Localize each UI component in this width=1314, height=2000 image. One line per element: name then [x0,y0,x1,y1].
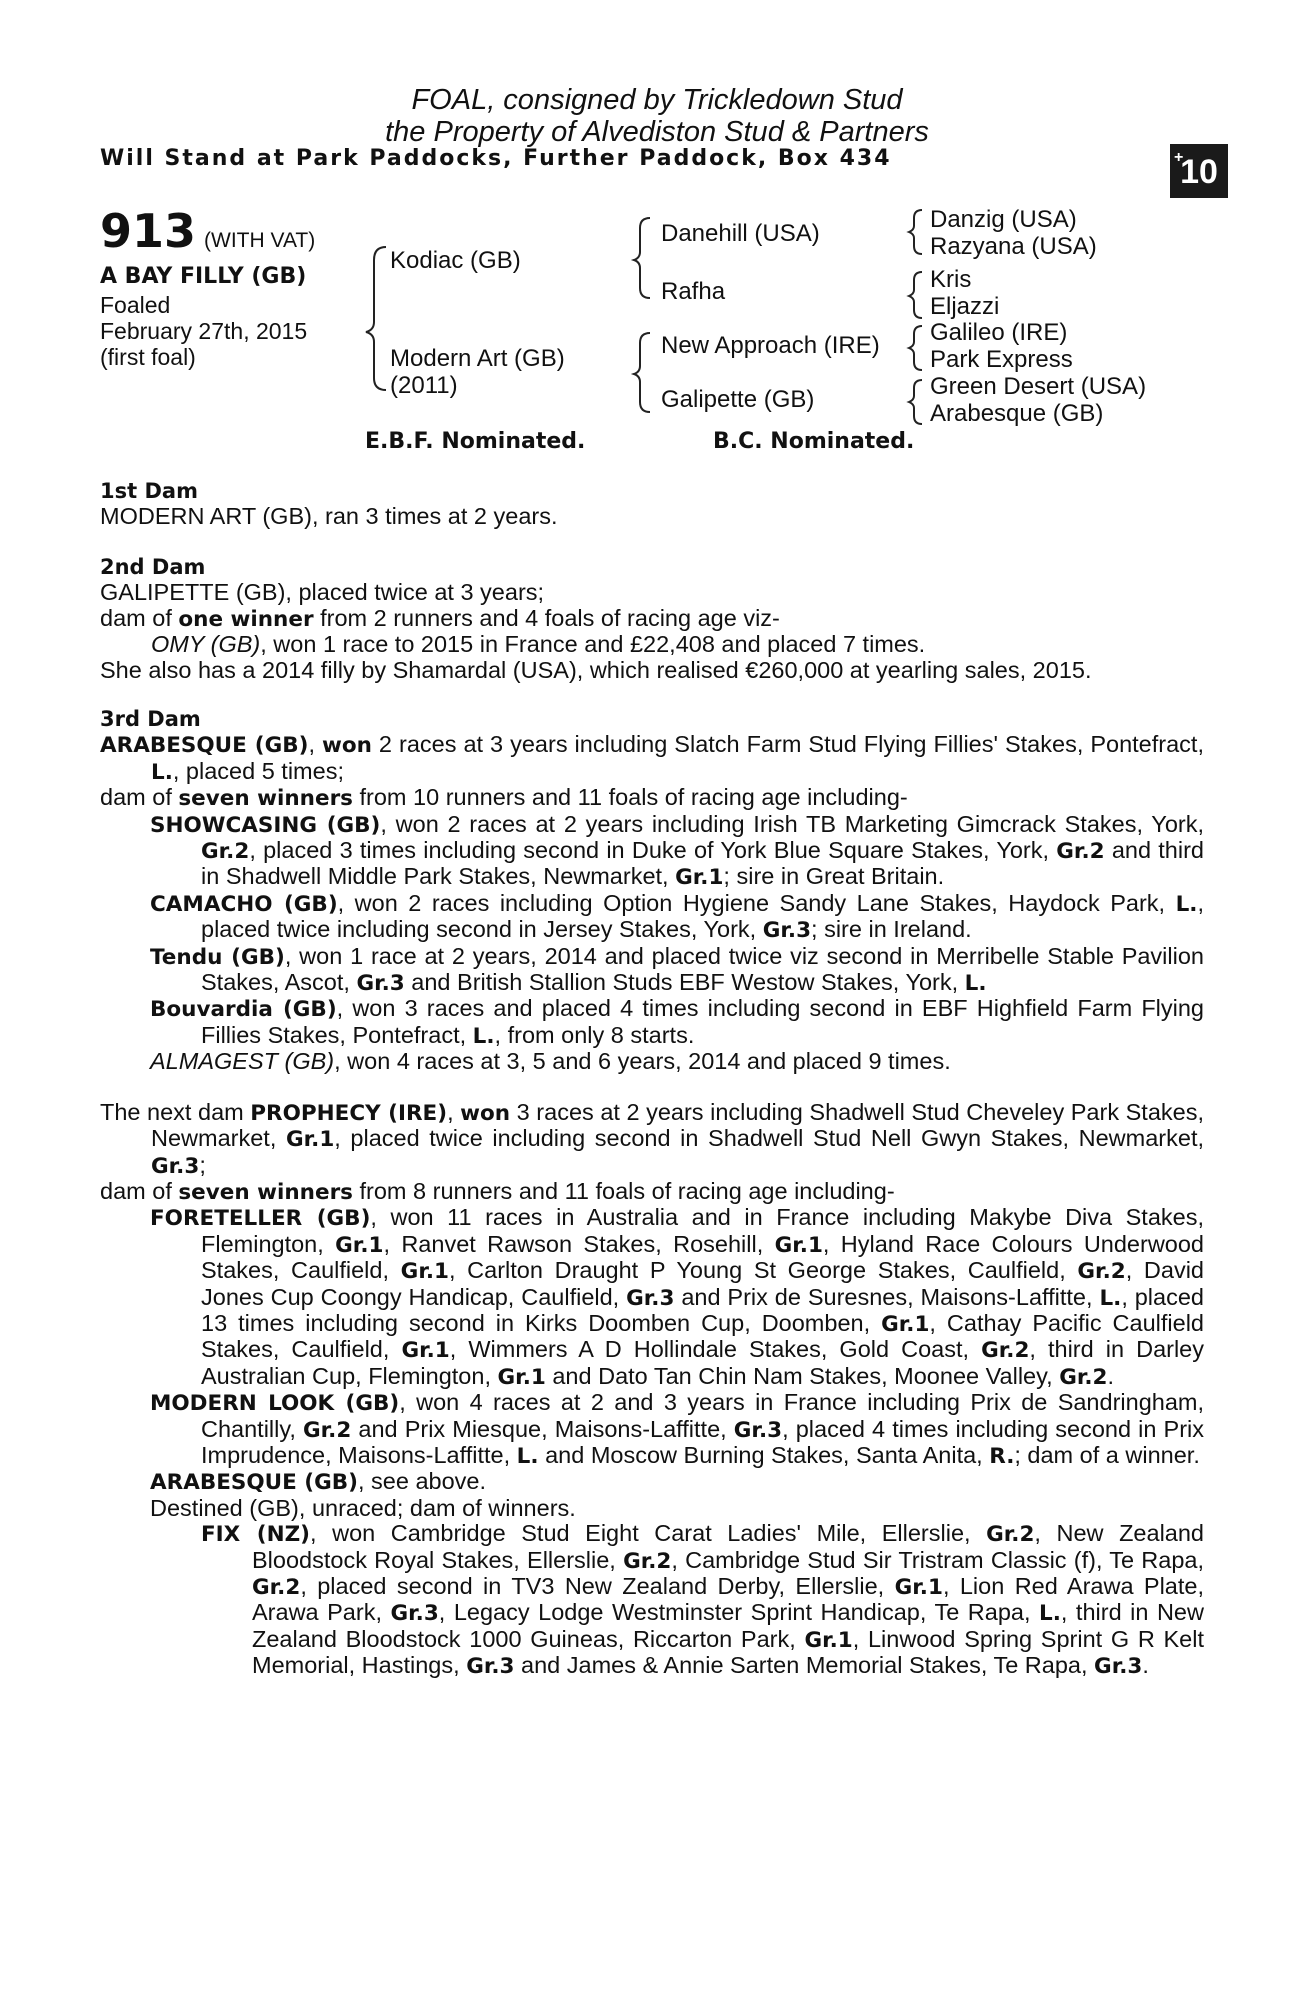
foaled-label: Foaled [100,292,171,318]
text-run: dam of [100,784,179,811]
third-dam-produce-summary [100,785,1204,811]
text-run: , won 4 races at 2 and 3 years in France including Prix de Sandringham, Chantilly, [201,1389,1205,1442]
race-grade: Gr.1 [804,1627,853,1653]
text-run: and Dato Tan Chin Nam Stakes, Moonee Valley, [545,1362,1060,1389]
race-grade: Gr.3 [626,1285,675,1311]
produce-name: OMY (GB) [151,631,261,658]
consignor-line: FOAL, consigned by Trickledown Stud [411,84,903,116]
foaled-date: February 27th, 2015 [100,318,308,344]
text-run: The next dam [100,1098,251,1125]
text-run: from 2 runners and 4 foals of racing age viz- [313,604,780,631]
winners-count: seven winners [178,1179,353,1205]
first-dam-heading: 1st Dam [100,479,198,503]
text-run: , placed 3 times including second in Duke of York Blue Square Stakes, York, [249,837,1057,864]
bc-nominated: B.C. Nominated. [713,429,915,454]
text-run: dam of [100,1177,179,1204]
race-grade: Gr.3 [466,1654,515,1680]
race-grade: Gr.1 [285,1127,335,1153]
race-grade: Gr.1 [401,1338,450,1364]
produce-showcasing [100,812,1204,891]
dam-year: (2011) [390,372,458,399]
race-grade: Gr.3 [356,971,405,997]
race-grade: Gr.2 [252,1575,301,1600]
text-run: and Prix Miesque, Maisons-Laffitte, [351,1415,734,1442]
text-run: , placed 5 times; [172,757,344,784]
text-run: , won Cambridge Stud Eight Carat Ladies' Mile, Ellerslie, [310,1520,987,1547]
grandsire-3: Kris [930,266,972,293]
text-run: , [447,1098,461,1125]
ebf-nominated: E.B.F. Nominated. [365,429,586,454]
race-grade: Gr.3 [151,1153,200,1179]
text-run: , won 2 races at 2 years including Irish TB Marketing Gimcrack Stakes, York, [380,810,1205,837]
produce-almagest [100,1049,1204,1074]
dam-dam: Galipette (GB) [661,386,815,413]
produce-name: Bouvardia (GB) [150,997,337,1023]
text-run: ; [199,1151,206,1178]
text-run: , won 2 races including Option Hygiene Sandy Lane Stakes, Haydock Park, [337,889,1176,916]
winners-count: seven winners [178,786,353,812]
race-grade: Gr.2 [201,839,250,865]
race-grade: Gr.3 [390,1601,439,1627]
text-run: , Wimmers A D Hollindale Stakes, Gold Coast, [449,1336,982,1363]
grandsire-7: Green Desert (USA) [930,373,1147,400]
produce-name: CAMACHO (GB) [150,891,338,917]
text-run: from 10 runners and 11 foals of racing age including- [352,784,908,811]
race-grade: Gr.2 [303,1417,352,1443]
race-grade: Gr.3 [1094,1654,1143,1680]
text-run: . [1142,1652,1149,1679]
race-grade: Gr.1 [894,1575,943,1600]
race-grade: Gr.1 [400,1259,449,1285]
produce-tendu [100,944,1204,997]
second-dam-line-2 [100,606,1204,632]
race-grade: Gr.1 [675,865,724,891]
text-run: 3 races at 2 years including Shadwell Stud Cheveley Park Stakes, Newmarket, [151,1098,1204,1152]
race-grade: Gr.1 [881,1311,930,1337]
horse-name: A BAY FILLY (GB) [100,264,307,289]
text-run: ; sire in Ireland. [811,916,972,943]
text-run: . [1107,1362,1115,1389]
text-run: , third in New Zealand Bloodstock 1000 Guineas, Riccarton Park, [252,1599,1204,1652]
text-run: , Hyland Race Colours Underwood Stakes, Caulfield, [201,1230,1205,1284]
text-run: dam of [100,604,179,631]
badge-plus: + [1174,149,1184,166]
race-grade: Gr.2 [981,1338,1030,1364]
second-dam-line-1: GALIPETTE (GB), placed twice at 3 years; [100,579,545,606]
dam-name: ARABESQUE (GB) [100,733,309,759]
sire-dam: Rafha [661,278,726,305]
text-run: , won 4 races at 3, 5 and 6 years, 2014 and placed 9 times. [334,1048,951,1075]
text-run: , placed 13 times including second in Kirks Doomben Cup, Doomben, [201,1283,1204,1336]
text-run: , Cathay Pacific Caulfield Stakes, Caulfield, [201,1309,1205,1363]
race-grade: Gr.2 [1059,1364,1108,1390]
race-grade: Gr.3 [733,1417,783,1443]
text-run: , third in Darley Australian Cup, Flemington, [201,1336,1204,1389]
text-run: , David Jones Cup Coongy Handicap, Caulfield, [201,1257,1204,1310]
produce-name: ALMAGEST (GB) [150,1048,335,1075]
race-grade: L. [151,759,173,785]
text-run: ; dam of a winner. [1014,1441,1200,1468]
text-run: , placed 4 times including second in Prix Imprudence, Maisons-Laffitte, [201,1415,1205,1468]
text-run: , Lion Red Arawa Plate, Arawa Park, [252,1573,1204,1626]
text-run: , placed second in TV3 New Zealand Derby, Ellerslie, [300,1573,895,1599]
race-grade: Gr.1 [335,1232,384,1258]
text-run: won [321,733,372,759]
granddam-2: Razyana (USA) [930,233,1097,260]
text-run: won [460,1100,511,1126]
race-grade: Gr.3 [762,918,812,944]
granddam-8: Arabesque (GB) [930,400,1104,427]
third-dam-section [100,707,1204,1680]
produce-foreteller [100,1205,1204,1390]
dam-name: PROPHECY (IRE) [250,1100,448,1126]
second-dam-line-4: She also has a 2014 filly by Shamardal (USA), which realised €260,000 at yearling sales, 2015. [100,656,1092,683]
produce-fix [100,1521,1204,1679]
produce-arabesque [100,1469,1204,1495]
race-grade: L. [516,1443,539,1469]
next-dam-produce-summary [100,1179,1204,1205]
race-grade: Gr.1 [774,1232,823,1258]
text-run: and James & Annie Sarten Memorial Stakes, Te Rapa, [514,1652,1095,1679]
produce-modern-look [100,1390,1204,1469]
text-run: , won 3 races and placed 4 times including second in EBF Highfield Farm Flying Fillies Stakes, Pontefract, [201,995,1204,1048]
produce-name: SHOWCASING (GB) [150,812,381,838]
third-dam-record [100,732,1204,785]
text-run: , Linwood Spring Sprint G R Kelt Memorial, Hastings, [252,1625,1204,1679]
text-run: 2 races at 3 years including Slatch Farm Stud Flying Fillies' Stakes, Pontefract, [371,731,1204,758]
text-run: and third in Shadwell Middle Park Stakes, Newmarket, [201,837,1204,890]
race-grade: Gr.1 [497,1364,546,1390]
second-dam-heading: 2nd Dam [100,555,206,579]
vat-note: (WITH VAT) [204,229,316,252]
produce-name: FIX (NZ) [201,1522,311,1548]
text-run: from 8 runners and 11 foals of racing age including- [352,1177,895,1204]
text-run: , won 1 race to 2015 in France and £22,408 and placed 7 times. [260,631,926,658]
text-run: , see above. [358,1468,487,1495]
race-grade: R. [989,1443,1015,1469]
text-run: , won 1 race at 2 years, 2014 and placed twice viz second in Merribelle Stable Pavilion Stakes, Ascot, [201,942,1204,996]
sire: Kodiac (GB) [390,247,521,274]
race-grade: Gr.2 [1056,839,1105,865]
winners-count: one winner [178,606,314,632]
produce-destined: Destined (GB), unraced; dam of winners. [150,1494,576,1521]
produce-name: ARABESQUE (GB) [150,1470,358,1496]
text-run: and Moscow Burning Stakes, Santa Anita, [538,1441,990,1468]
produce-name: MODERN LOOK (GB) [150,1391,400,1417]
dam-sire: New Approach (IRE) [661,332,880,359]
text-run: , placed twice including second in Jersey Stakes, York, [201,889,1204,943]
produce-bouvardia [100,996,1204,1049]
produce-name: FORETELLER (GB) [150,1206,371,1232]
text-run: and Prix de Suresnes, Maisons-Laffitte, [674,1283,1100,1310]
second-dam-section [100,555,1204,683]
text-run: , Cambridge Stud Sir Tristram Classic (f), Te Rapa, [671,1546,1204,1573]
granddam-6: Park Express [930,346,1073,373]
text-run: , from only 8 starts. [494,1021,695,1048]
race-grade: Gr.2 [986,1522,1035,1548]
race-grade: Gr.2 [623,1548,672,1574]
produce-camacho [100,891,1204,944]
foal-note: (first foal) [100,344,196,370]
grandsire-1: Danzig (USA) [930,206,1077,233]
text-run: , won 11 races in Australia and in France including Makybe Diva Stakes, Flemington, [201,1204,1205,1257]
text-run: , placed twice including second in Shadwell Stud Nell Gwyn Stakes, Newmarket, [334,1125,1205,1152]
text-run: , [308,731,322,758]
race-grade: L. [1175,891,1198,917]
grandsire-5: Galileo (IRE) [930,319,1068,346]
badge-number: 10 [1180,153,1218,191]
first-dam-text: MODERN ART (GB), ran 3 times at 2 years. [100,503,558,530]
race-grade: L. [1099,1285,1122,1311]
first-dam-section [100,479,1204,530]
text-run: , Ranvet Rawson Stakes, Rosehill, [383,1230,775,1257]
text-run: and British Stallion Studs EBF Westow Stakes, York, [404,969,965,996]
granddam-4: Eljazzi [930,293,1000,320]
race-grade: L. [1039,1601,1061,1627]
race-grade: L. [964,971,987,997]
text-run: , New Zealand Bloodstock Royal Stakes, Ellerslie, [252,1520,1204,1573]
stable-location: Will Stand at Park Paddocks, Further Paddock, Box 434 [100,146,892,171]
lot-number: 913 [100,204,197,258]
dam: Modern Art (GB) [390,345,565,372]
text-run: ; sire in Great Britain. [723,863,945,890]
race-grade: L. [472,1023,495,1049]
text-run: , Carlton Draught P Young St George Stakes, Caulfield, [448,1257,1078,1284]
produce-name: Tendu (GB) [150,944,285,970]
second-dam-produce [100,632,1204,657]
third-dam-heading: 3rd Dam [100,707,201,731]
race-grade: Gr.2 [1077,1259,1126,1285]
next-dam-record [100,1100,1204,1179]
text-run: , Legacy Lodge Westminster Sprint Handicap, Te Rapa, [438,1599,1040,1626]
sire-sire: Danehill (USA) [661,220,820,247]
property-line: the Property of Alvediston Stud & Partners [385,116,929,148]
